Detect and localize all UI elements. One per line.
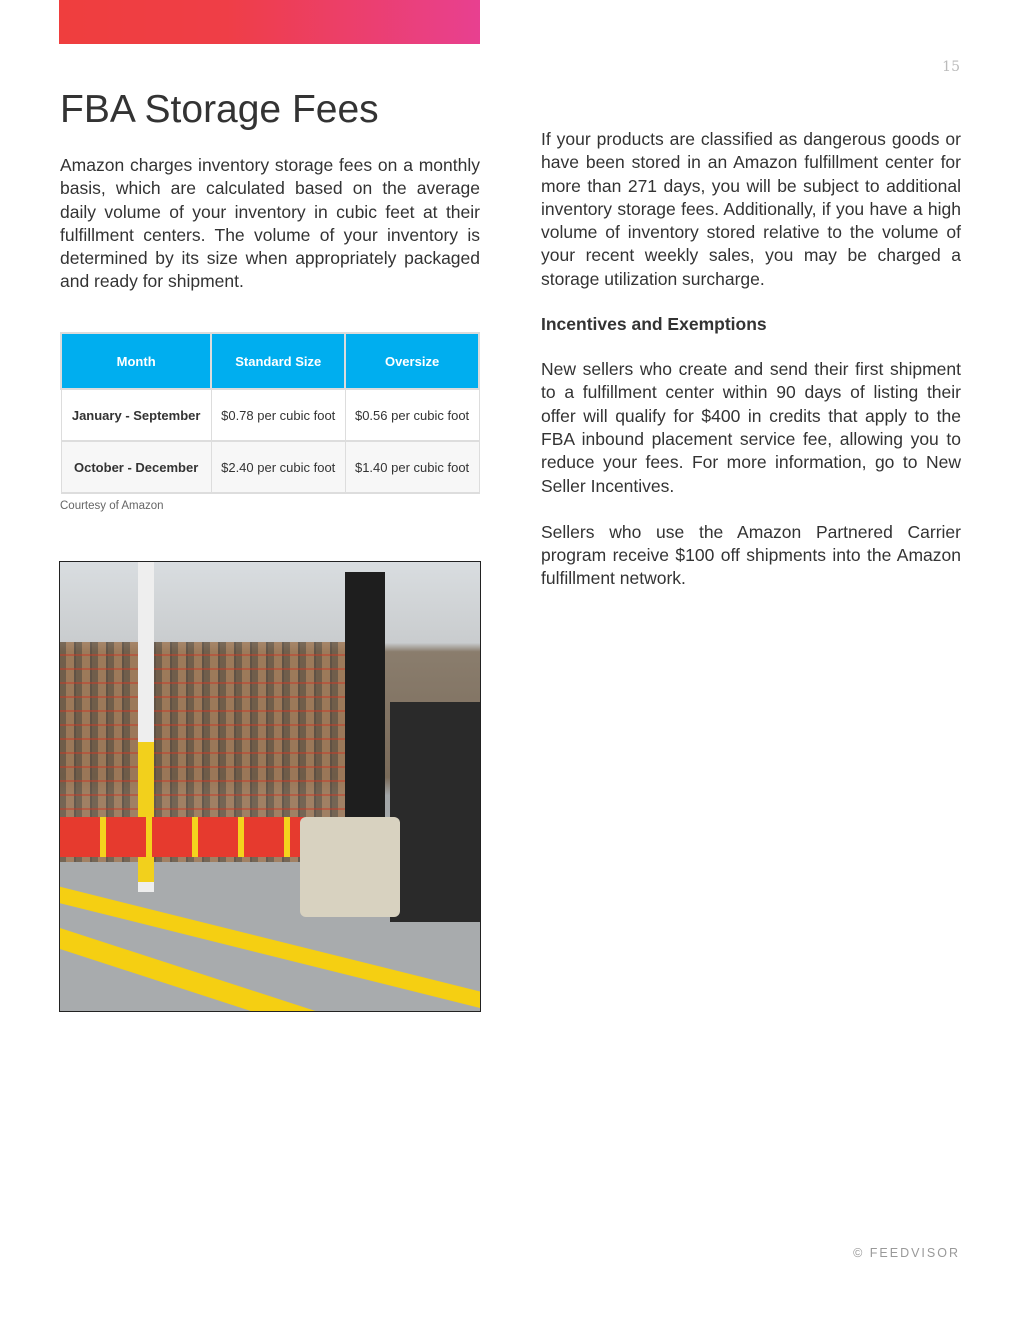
month-cell: January - September xyxy=(61,389,211,441)
header-gradient-bar xyxy=(59,0,480,44)
page-title: FBA Storage Fees xyxy=(60,88,379,131)
table-header-row xyxy=(61,333,479,389)
storage-fee-table xyxy=(60,332,480,494)
table-row xyxy=(61,389,479,441)
section-heading: Incentives and Exemptions xyxy=(541,314,767,335)
oversize-cell: $0.56 per cubic foot xyxy=(345,389,479,441)
column-header: Oversize xyxy=(345,333,479,389)
warehouse-photo xyxy=(59,561,481,1012)
footer-copyright: © FEEDVISOR xyxy=(853,1246,960,1260)
column-header: Standard Size xyxy=(211,333,345,389)
standard-size-cell: $0.78 per cubic foot xyxy=(211,389,345,441)
new-seller-paragraph: New sellers who create and send their first shipment to a fulfillment center within 90 days of listing their offer will qualify for $400 in credits that apply to the FBA inbound placement service fee, allowing you to reduce your fees. For more information, go to New Seller Incentives. xyxy=(541,359,961,496)
table-row xyxy=(61,441,479,493)
month-cell: October - December xyxy=(61,441,211,493)
partnered-carrier-paragraph: Sellers who use the Amazon Partnered Carrier program receive $100 off shipments into the Amazon fulfillment network. xyxy=(541,521,961,589)
dangerous-goods-paragraph: If your products are classified as dangerous goods or have been stored in an Amazon fulfillment center for more than 271 days, you will be subject to additional inventory storage fees. Additionally, if you have a high volume of inventory stored relative to the volume of your recent weekly sales, you may be charged a storage utilization surcharge. xyxy=(541,129,961,289)
oversize-cell: $1.40 per cubic foot xyxy=(345,441,479,493)
intro-paragraph: Amazon charges inventory storage fees on a monthly basis, which are calculated based on the average daily volume of your inventory in cubic feet at their fulfillment centers. The volume of your inventory is determined by its size when appropriately packaged and ready for shipment. xyxy=(60,155,480,292)
standard-size-cell: $2.40 per cubic foot xyxy=(211,441,345,493)
table-caption: Courtesy of Amazon xyxy=(60,500,164,512)
right-column xyxy=(541,128,961,591)
column-header: Month xyxy=(61,333,211,389)
page-number: 15 xyxy=(942,59,960,75)
